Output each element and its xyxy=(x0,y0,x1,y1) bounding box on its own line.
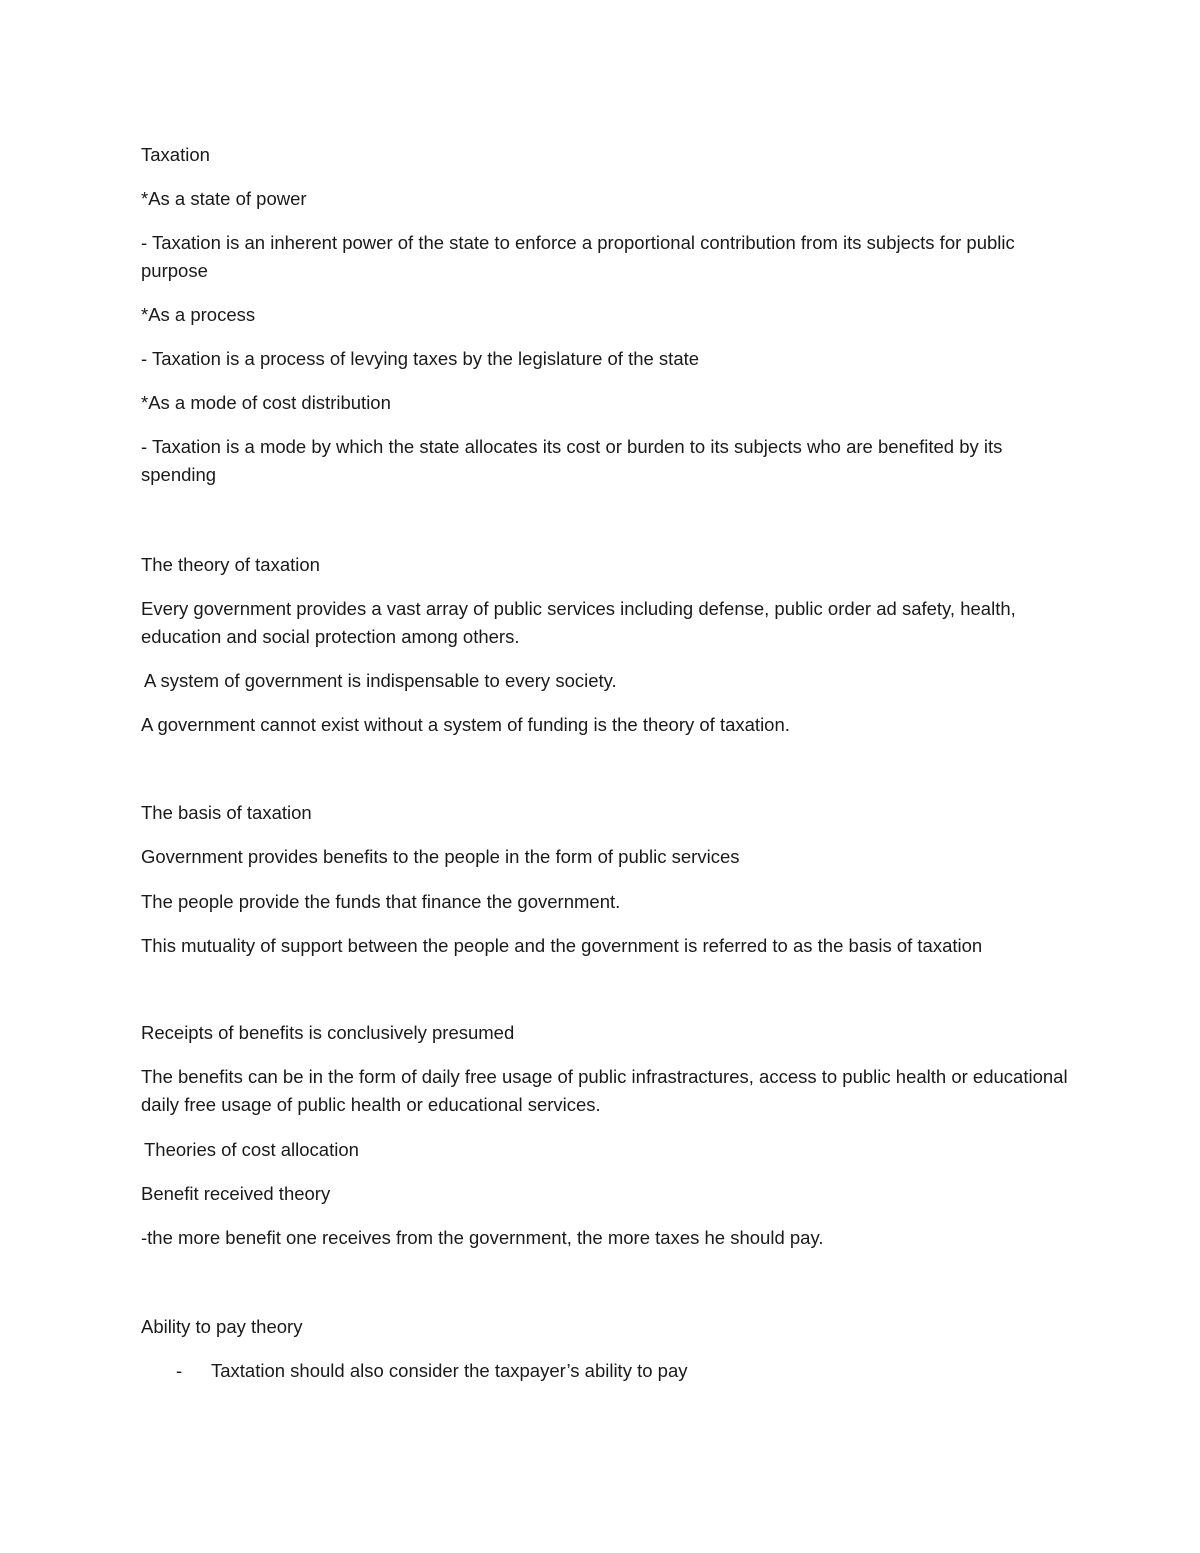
heading-theory-of-taxation: The theory of taxation xyxy=(141,554,320,575)
subheading-cost-distribution: *As a mode of cost distribution xyxy=(141,392,391,413)
subheading-ability-to-pay: Ability to pay theory xyxy=(141,1316,303,1337)
subheading-process: *As a process xyxy=(141,304,256,325)
paragraph-indispensable: A system of government is indispensable to every society. xyxy=(144,670,617,691)
paragraph-benefits-provided: Government provides benefits to the people in the form of public services xyxy=(141,846,740,867)
bullet-text: Taxtation should also consider the taxpayer’s ability to pay xyxy=(211,1360,688,1381)
paragraph-inherent-power: - Taxation is an inherent power of the state to enforce a proportional contribution from its subjects for public purpose xyxy=(141,232,1015,281)
paragraph-benefit-received: -the more benefit one receives from the government, the more taxes he should pay. xyxy=(141,1227,824,1248)
paragraph-benefit-forms: The benefits can be in the form of daily free usage of public infrastractures, access to public health or educational daily free usage of public health or educational services. xyxy=(141,1066,1068,1115)
heading-cost-allocation: Theories of cost allocation xyxy=(144,1139,359,1160)
paragraph-process: - Taxation is a process of levying taxes by the legislature of the state xyxy=(141,348,700,369)
heading-receipts-of-benefits: Receipts of benefits is conclusively presumed xyxy=(141,1022,515,1043)
paragraph-mutuality: This mutuality of support between the people and the government is referred to as the basis of taxation xyxy=(141,935,983,956)
subheading-state-of-power: *As a state of power xyxy=(141,188,307,209)
heading-basis-of-taxation: The basis of taxation xyxy=(141,802,312,823)
paragraph-cost-distribution: - Taxation is a mode by which the state allocates its cost or burden to its subjects who are benefited by its spending xyxy=(141,436,1003,485)
subheading-benefit-received: Benefit received theory xyxy=(141,1183,331,1204)
heading-taxation: Taxation xyxy=(141,144,210,165)
paragraph-funding: A government cannot exist without a system of funding is the theory of taxation. xyxy=(141,714,790,735)
paragraph-funds: The people provide the funds that finance the government. xyxy=(141,891,621,912)
paragraph-public-services: Every government provides a vast array of public services including defense, public order ad safety, health, education and social protection among others. xyxy=(141,598,1016,647)
bullet-marker: - xyxy=(176,1360,183,1381)
